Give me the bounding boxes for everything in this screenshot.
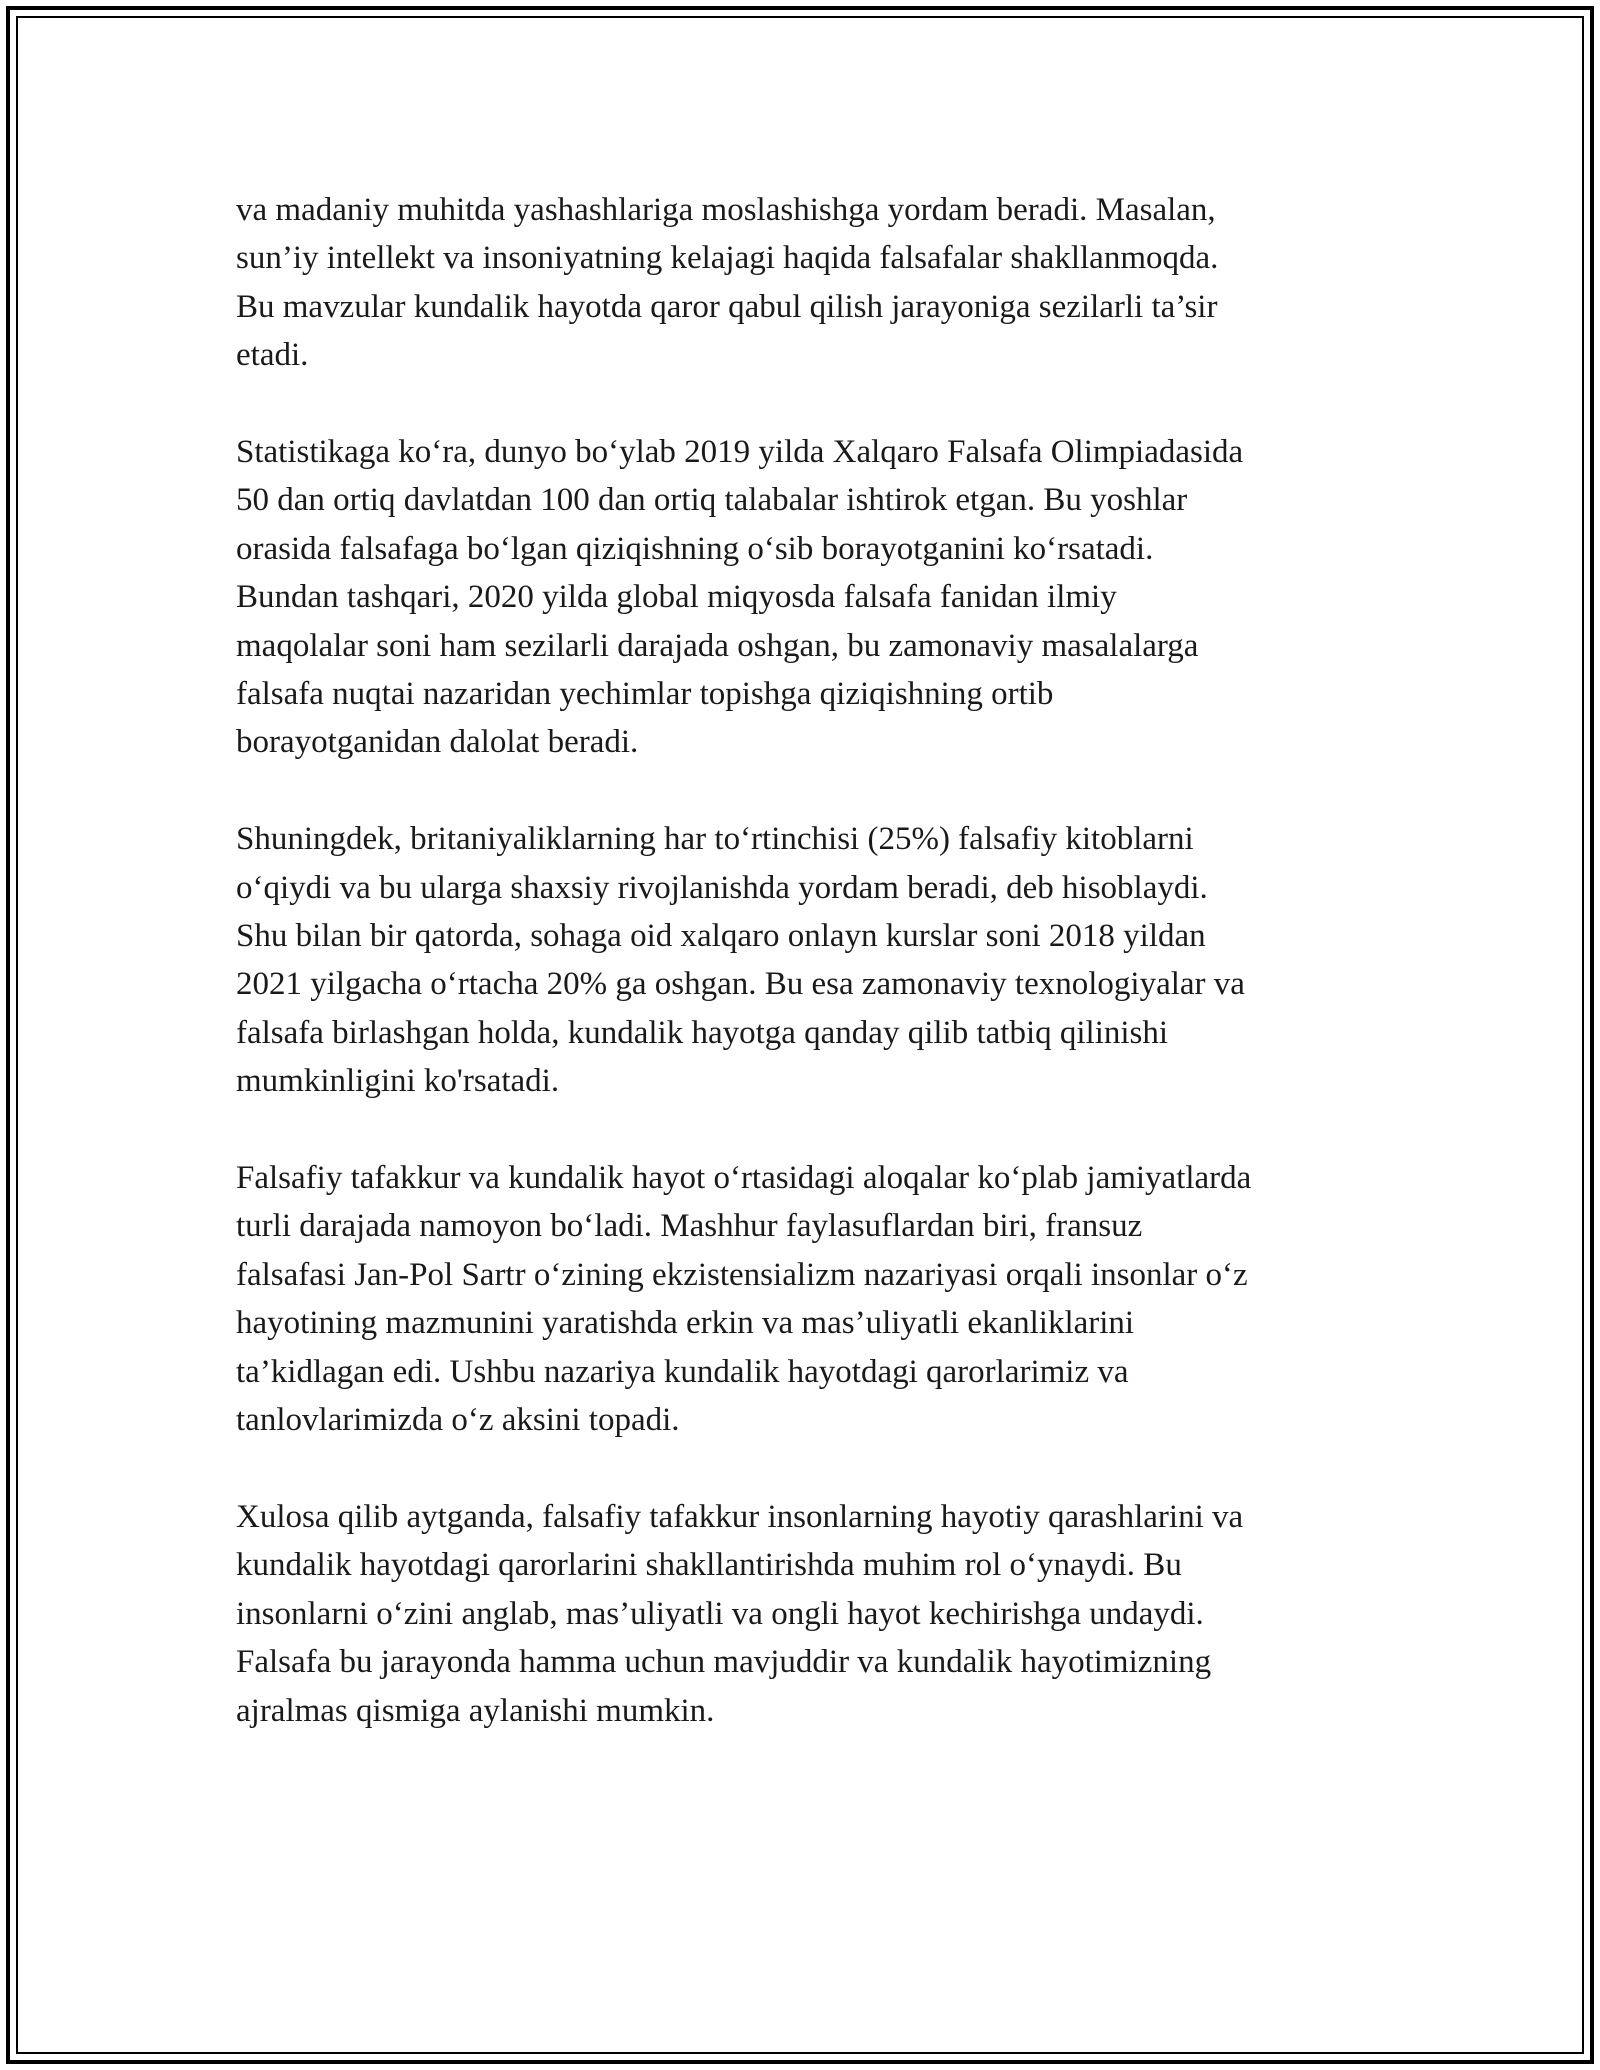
text-line: 50 dan ortiq davlatdan 100 dan ortiq talabalar ishtirok etgan. Bu yoshlar: [236, 482, 1188, 519]
text-line: va madaniy muhitda yashashlariga moslashishga yordam beradi. Masalan,: [236, 192, 1216, 228]
text-line: kundalik hayotdagi qarorlarini shakllantirishda muhim rol o‘ynaydi. Bu: [236, 1547, 1182, 1584]
text-line: Falsafiy tafakkur va kundalik hayot o‘rtasidagi aloqalar ko‘plab jamiyatlarda: [236, 1160, 1252, 1197]
text-line: ta’kidlagan edi. Ushbu nazariya kundalik hayotdagi qarorlarimiz va: [236, 1353, 1129, 1390]
paragraph-1: [236, 186, 1376, 380]
text-line: ajralmas qismiga aylanishi mumkin.: [236, 1692, 715, 1729]
text-line: Falsafa bu jarayonda hamma uchun mavjuddir va kundalik hayotimizning: [236, 1644, 1212, 1681]
text-line: Bundan tashqari, 2020 yilda global miqyosda falsafa fanidan ilmiy: [236, 579, 1117, 616]
text-line: Statistikaga ko‘ra, dunyo bo‘ylab 2019 yilda Xalqaro Falsafa Olimpiadasida: [236, 434, 1244, 471]
document-body: [236, 186, 1376, 1783]
text-line: falsafasi Jan-Pol Sartr o‘zining ekzistensializm nazariyasi orqali insonlar o‘z: [236, 1256, 1248, 1293]
text-line: orasida falsafaga bo‘lgan qiziqishning o‘sib borayotganini ko‘rsatadi.: [236, 530, 1154, 567]
text-line: borayotganidan dalolat beradi.: [236, 724, 639, 761]
text-line: Xulosa qilib aytganda, falsafiy tafakkur insonlarning hayotiy qarashlarini va: [236, 1498, 1244, 1535]
text-line: falsafa nuqtai nazaridan yechimlar topishga qiziqishning ortib: [236, 676, 1054, 713]
text-line: mumkinligini ko'rsatadi.: [236, 1063, 560, 1100]
text-line: sun’iy intellekt va insoniyatning kelajagi haqida falsafalar shakllanmoqda.: [236, 240, 1219, 277]
text-line: Bu mavzular kundalik hayotda qaror qabul qilish jarayoniga sezilarli ta’sir: [236, 288, 1218, 325]
paragraph-2: [236, 428, 1376, 767]
text-line: 2021 yilgacha o‘rtacha 20% ga oshgan. Bu esa zamonaviy texnologiyalar va: [236, 966, 1245, 1003]
text-line: insonlarni o‘zini anglab, mas’uliyatli va ongli hayot kechirishga undaydi.: [236, 1595, 1204, 1632]
paragraph-4: [236, 1154, 1376, 1444]
text-line: etadi.: [236, 337, 309, 374]
text-line: tanlovlarimizda o‘z aksini topadi.: [236, 1402, 680, 1439]
text-line: hayotining mazmunini yaratishda erkin va mas’uliyatli ekanliklarini: [236, 1305, 1135, 1342]
text-line: Shuningdek, britaniyaliklarning har to‘rtinchisi (25%) falsafiy kitoblarni: [236, 821, 1194, 858]
text-line: turli darajada namoyon bo‘ladi. Mashhur faylasuflardan biri, fransuz: [236, 1208, 1143, 1245]
paragraph-3: [236, 815, 1376, 1105]
text-line: o‘qiydi va bu ularga shaxsiy rivojlanishda yordam beradi, deb hisoblaydi.: [236, 869, 1208, 906]
text-line: maqolalar soni ham sezilarli darajada oshgan, bu zamonaviy masalalarga: [236, 627, 1199, 664]
text-line: Shu bilan bir qatorda, sohaga oid xalqaro onlayn kurslar soni 2018 yildan: [236, 918, 1206, 955]
paragraph-5: [236, 1493, 1376, 1735]
text-line: falsafa birlashgan holda, kundalik hayotga qanday qilib tatbiq qilinishi: [236, 1014, 1169, 1051]
